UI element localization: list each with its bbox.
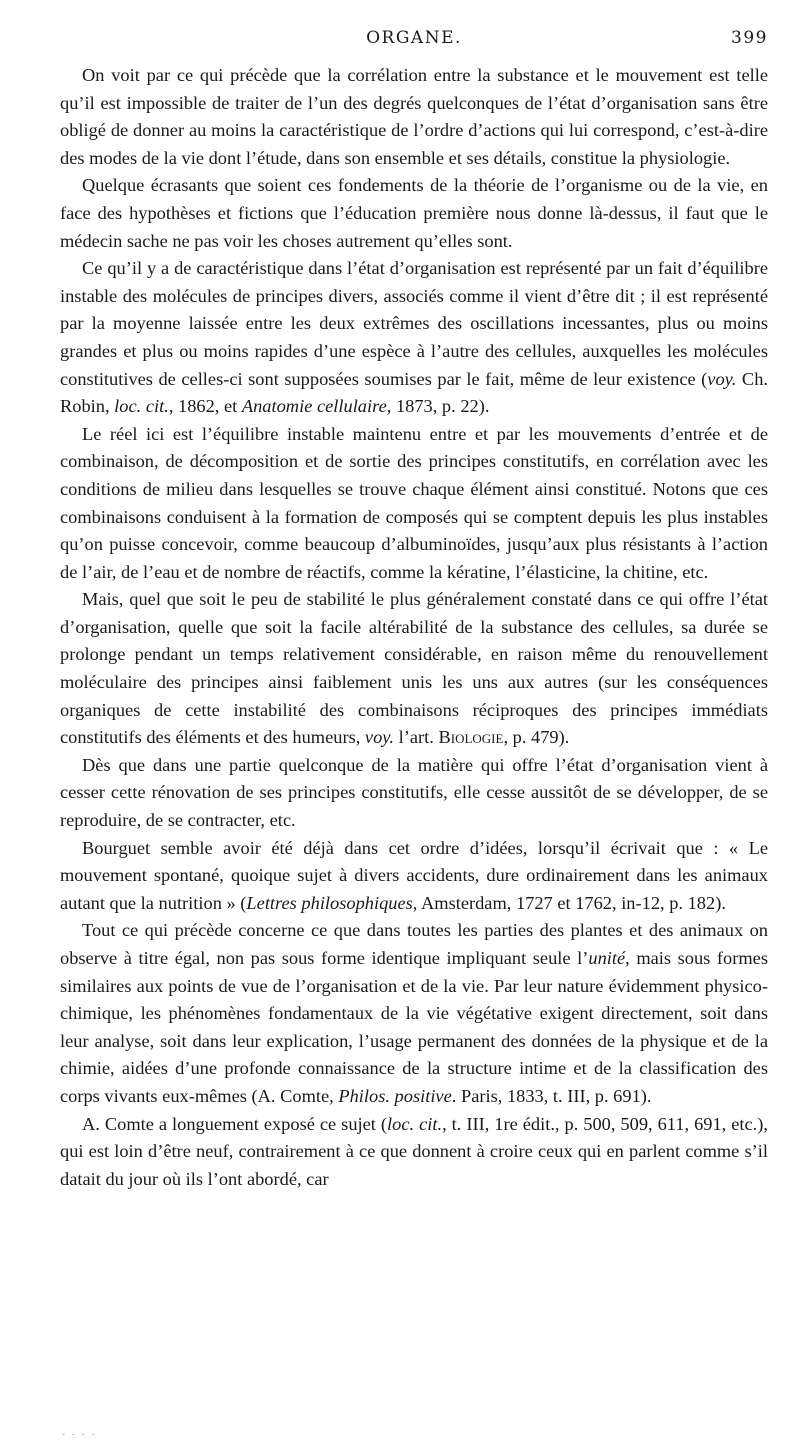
text-span: Tout ce qui précède concerne ce que dans toutes les parties des plantes et des animaux on observe à titre égal, non pas sous forme identique impliquant seule l’ <box>60 920 768 968</box>
paragraph-4 <box>60 421 768 587</box>
running-head-title: ORGANE. <box>366 28 462 48</box>
text-span: , mais sous formes similaires aux points de vue de l’organisation et de la vie. Par leur nature évidemment physico-chimique, les phénomènes fondamentaux de la vie végétative exigent directement, soit dans leur analyse, soit dans leur explication, l’usage permanent des données de la physique et de la chimie, aidées d’une profonde connaissance de la structure intime et de la classification des corps vivants eux-mêmes (A. Comte, <box>60 948 768 1106</box>
document-page <box>60 28 768 1193</box>
text-span: Le réel ici est l’équilibre instable maintenu entre et par les mouvements d’entrée et de combinaison, de décomposition et de sortie des principes constitutifs, en corrélation avec les conditions de milieu dans lesquelles se trouve chaque élément ainsi constitué. Notons que ces combinaisons conduisent à la formation de composés qui se comptent depuis les plus instables qu’on puisse concevoir, comme beaucoup d’albuminoïdes, jusqu’aux plus résistants à l’action de l’air, de l’eau et de nombre de réactifs, comme la kératine, l’élasticine, la chitine, etc. <box>60 423 768 582</box>
paragraph-6 <box>60 752 768 835</box>
italic-span: voy. <box>364 727 395 748</box>
paragraph-7 <box>60 835 768 918</box>
smallcaps-span: Biologie <box>438 727 504 748</box>
text-span: Bourguet semble avoir été déjà dans cet ordre d’idées, lorsqu’il écrivait que : « Le mouvement spontané, quoique sujet à divers accidents, dure ordinairement dans les animaux autant que la nutrition » ( <box>60 837 768 913</box>
text-span: Ce qu’il y a de caractéristique dans l’état d’organisation est représenté par un fait d’équilibre instable des molécules de principes divers, associés comme il vient d’être dit ; il est représenté par la moyenne laissée entre les deux extrêmes des oscillations incessantes, plus ou moins grandes et plus ou moins rapides d’une espèce à l’autre des cellules, auxquelles les molécules constitutives de celles-ci sont supposées soumises par le fait, même de leur existence ( <box>60 258 768 389</box>
paragraph-8 <box>60 917 768 1110</box>
text-span: , p. 479). <box>503 727 570 748</box>
italic-span: Philos. positive <box>338 1085 452 1106</box>
footer-mark: - - - - <box>62 1430 97 1440</box>
text-span: , 1862, et <box>168 396 242 417</box>
italic-span: loc. cit. <box>114 396 169 417</box>
text-span: Mais, quel que soit le peu de stabilité le plus généralement constaté dans ce qui offre l’état d’organisation, quelle que soit la facile altérabilité de la substance des cellules, sa durée se prolonge pendant un temps relativement considérable, en raison même du renouvellement moléculaire des principes ainsi faiblement unis les uns aux autres (sur les conséquences organiques de cette instabilité des combinaisons réciproques des principes immédiats constitutifs des éléments et des humeurs, <box>60 589 768 748</box>
paragraph-9 <box>60 1111 768 1194</box>
text-span: On voit par ce qui précède que la corrélation entre la substance et le mouvement est telle qu’il est impossible de traiter de l’un des degrés quelconques de l’état d’organisation sans être obligé de donner au moins la caractéristique de l’ordre d’actions qui lui correspond, c’est-à-dire des modes de la vie dont l’étude, dans son ensemble et ses détails, constitue la physiologie. <box>60 65 768 168</box>
italic-span: voy. <box>707 368 737 389</box>
text-span: , Amsterdam, 1727 et 1762, in-12, p. 182). <box>412 892 726 913</box>
italic-span: unité <box>588 948 626 968</box>
body-text <box>60 62 768 1193</box>
page-number: 399 <box>731 28 768 48</box>
paragraph-5 <box>60 586 768 752</box>
text-span: , 1873, p. 22). <box>386 396 490 417</box>
italic-span: loc. cit. <box>387 1113 443 1134</box>
italic-span: Lettres philosophiques <box>246 892 413 913</box>
text-span: Dès que dans une partie quelconque de la matière qui offre l’état d’organisation vient à cesser cette rénovation de ses principes constitutifs, elle cesse aussitôt de se développer, de se reproduire, de se contracter, etc. <box>60 754 768 831</box>
paragraph-1 <box>60 62 768 172</box>
running-head <box>60 28 768 56</box>
text-span: Ch. Robin, <box>60 368 768 417</box>
italic-span: Anatomie cellulaire <box>241 396 387 417</box>
paragraph-3 <box>60 255 768 421</box>
text-span: A. Comte a longuement exposé ce sujet ( <box>82 1113 388 1134</box>
text-span: Quelque écrasants que soient ces fondements de la théorie de l’organisme ou de la vie, en face des hypothèses et fictions que l’éducation première nous donne là-dessus, il faut que le médecin sache ne pas voir les choses autrement qu’elles sont. <box>60 175 768 251</box>
text-span: . Paris, 1833, t. III, p. 691). <box>451 1085 652 1106</box>
text-span: , t. III, 1re édit., p. 500, 509, 611, 691, etc.), qui est loin d’être neuf, contrairement à ce que donnent à croire ceux qui en parlent comme s’il datait du jour où ils l’ont abordé, car <box>60 1113 768 1189</box>
text-span: l’art. <box>394 727 439 748</box>
paragraph-2 <box>60 172 768 255</box>
